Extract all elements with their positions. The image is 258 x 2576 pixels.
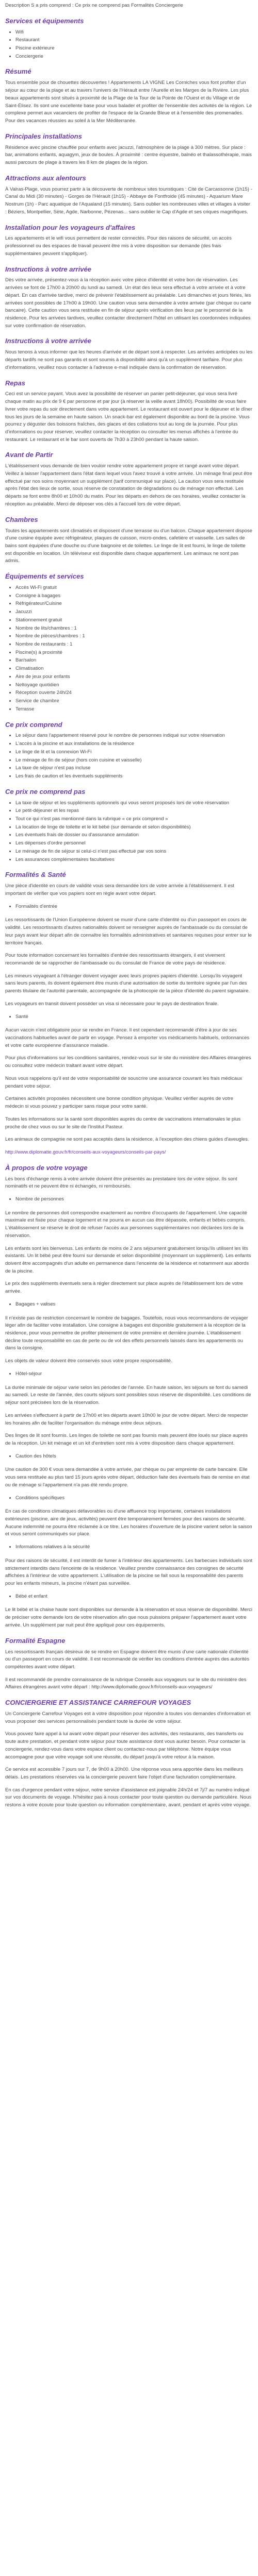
section-a-propos-de-votre-voyage-16: [5, 1164, 253, 1204]
list-item: • Climatisation: [15, 665, 253, 673]
bullet-list: [5, 1013, 253, 1021]
list-item: • Nettoyage quotidien: [15, 682, 253, 689]
sections-container: [5, 17, 253, 1809]
list-item: • La taxe de séjour n'est pas incluse: [15, 765, 253, 772]
list-item: • Informations relatives à la sécurité: [15, 1544, 253, 1551]
section-block-21: [5, 1508, 253, 1551]
paragraph: Pour des raisons de sécurité, il est interdit de fumer à l'intérieur des appartements. Les barbecues individuels sont strictement interdits dans l'enceinte de la résidence. Veuillez prendre connaissance des consignes de sécurité affichées à l'intérieur de votre appartement. L'utilisation de la piscine se fait sous la responsabilité des parents pour les enfants mineurs, la piscine n'étant pas surveillée.: [5, 1557, 253, 1587]
section-heading: Formalités & Santé: [5, 871, 66, 879]
paragraph: L'établissement vous demande de bien vouloir rendre votre appartement propre et rangé avant votre départ. Veillez à laisser l'appartement dans l'état dans lequel vous l'avez trouvé à votre arrivée. Un ménage final peut être effectué par nos soins moyennant un supplément (tarif communiqué sur place). La caution vous sera restituée après l'état des lieux de sortie, sous réserve de constatation de dégradations ou de ménage non effectué. Les départs se font entre 8h00 et 10h00 du matin. Pour les départs en dehors de ces horaires, veuillez contacter la réception au préalable. Merci de déposer vos clés à l'accueil lors de votre départ.: [5, 463, 252, 507]
paragraph: Les ressortissants français désireux de se rendre en Espagne doivent être munis d'une carte nationale d'identité ou d'un passeport en cours de validité. Il est recommandé de vérifier les conditions d'entrée auprès des autorités compétentes avant votre départ.: [5, 1649, 250, 1670]
list-item: • Réfrigérateur/Cuisine: [15, 600, 253, 608]
list-item: • Formalités d'entrée: [15, 903, 253, 911]
paragraph: En cas de conditions climatiques défavorables ou d'une affluence trop importante, certaines installations extérieures (piscine, aire de jeux, activités) peuvent être temporairement fermées pour des raisons de sécurité. Aucune indemnité ne pourra être réclamée à ce titre. Les horaires d'ouverture de la piscine varient selon la saison et vous seront communiqués sur place.: [5, 1509, 252, 1537]
section-heading: Services et équipements: [5, 16, 84, 25]
section-heading: Formalité Espagne: [5, 1636, 66, 1645]
section-chambres-9: [5, 516, 253, 565]
paragraph: Le nombre de personnes doit correspondre exactement au nombre d'occupants de l'appartement. Une capacité maximale est fixée pour chaque logement et ne pourra en aucun cas être dépassée, enfants et bébés compris. L'établissement se réserve le droit de refuser l'accès aux personnes supplémentaires non déclarées lors de la réservation.: [5, 1210, 247, 1239]
list-item: • Le séjour dans l'appartement réservé pour le nombre de personnes indiqué sur votre réservation: [15, 732, 253, 740]
list-item: • Caution des hôtels: [15, 1453, 253, 1461]
section-installation-pour-les-voyageurs-d-affaires-4: [5, 224, 253, 258]
list-item: • Bagages + valises: [15, 1301, 253, 1309]
bullet-list: [5, 1593, 253, 1601]
paragraph: Nous vous rappelons qu'il est de votre responsabilité de souscrire une assurance couvrant les frais médicaux pendant votre séjour.: [5, 1075, 243, 1089]
list-item: • Réception ouverte 24h/24: [15, 689, 253, 697]
list-item: • La taxe de séjour et les suppléments optionnels qui vous seront proposés lors de votre réservation: [15, 800, 253, 807]
paragraph: Ce service est accessible 7 jours sur 7, de 9h00 à 20h00. Une réponse vous sera apportée dans les meilleurs délais. Les prestations réservées via la conciergerie peuvent faire l'objet d'une facturation complémentaire.: [5, 1767, 244, 1781]
list-item: • Tout ce qui n'est pas mentionné dans la rubrique « ce prix comprend »: [15, 816, 253, 823]
bullet-list: [5, 1301, 253, 1309]
paragraph: Les arrivées s'effectuent à partir de 17h00 et les départs avant 10h00 le jour de votre départ. Merci de respecter les horaires afin de faciliter l'organisation du ménage entre deux séjours.: [5, 1412, 248, 1426]
paragraph: En cas d'urgence pendant votre séjour, notre service d'assistance est joignable 24h/24 et 7j/7 au numéro indiqué sur vos documents de voyage. N'hésitez pas à nous contacter pour toute question ou demande particulière. Nous restons à votre écoute pour toute question ou information complémentaire, avant, pendant et après votre voyage.: [5, 1787, 252, 1808]
paragraph: La durée minimale de séjour varie selon les périodes de l'année. En haute saison, les séjours se font du samedi au samedi. Le reste de l'année, des courts séjours sont possibles sous réserve de disponibilité. Les conditions de séjour sont précisées lors de la réservation.: [5, 1384, 251, 1406]
paragraph: Nous tenons à vous informer que les heures d'arrivée et de départ sont à respecter. Les arrivées anticipées ou les départs tardifs ne sont pas garantis et sont soumis à disponibilité ainsi qu'à un supplément tarifaire. Pour plus d'informations, veuillez nous contacter à l'adresse e-mail indiquée dans la confirmation de réservation.: [5, 349, 253, 370]
bullet-list: [5, 584, 253, 714]
paragraph: Une pièce d'identité en cours de validité vous sera demandée lors de votre arrivée à l'établissement. Il est important de vérifier que vos papiers sont en règle avant votre départ.: [5, 883, 235, 896]
bullet-list: [5, 1196, 253, 1204]
paragraph: Pour plus d'informations sur les conditions sanitaires, rendez-vous sur le site du ministère des Affaires étrangères ou consultez votre médecin traitant avant votre départ.: [5, 1055, 251, 1069]
list-item: • Wifi: [15, 29, 253, 37]
section-heading: Instructions à votre arrivée: [5, 265, 91, 273]
section-heading: Instructions à votre arrivée: [5, 337, 91, 345]
bullet-list: [5, 1370, 253, 1378]
paragraph: Les enfants sont les bienvenus. Les enfants de moins de 2 ans séjournent gratuitement lorsqu'ils utilisent les lits existants. Un lit bébé peut être fourni sur demande et selon disponibilité (moyennant un supplément). Les enfants doivent être accompagnés d'un adulte en permanence dans l'enceinte de la résidence et notamment aux abords de la piscine.: [5, 1245, 251, 1274]
section-heading: Équipements et services: [5, 572, 84, 581]
list-item: • Les assurances complémentaires facultatives: [15, 856, 253, 864]
section-block-14: [5, 917, 253, 1021]
paragraph: Les mineurs voyageant à l'étranger doivent voyager avec leurs propres papiers d'identité. Lorsqu'ils voyagent sans leurs parents, ils doivent également être munis d'une autorisation de sortie du territoire signée par l'un des parents titulaire de l'autorité parentale, accompagnée de la photocopie de la pièce d'identité du parent signataire.: [5, 973, 250, 994]
paragraph: Tous ensemble pour de chouettes découvertes ! Appartements LA VIGNE Les Corniches vous font profiter d'un séjour au cœur de la plage et au travers l'univers de l'Hérault entre l'Aurelle et les Marges de la Rivière. Les plus beaux appartements sont situés à proximité de la Plage de la Tour de la Pointe de l'Ouest et du Village et de Saint-Élisez. Ils sont une excellente base pour vous balader et profiter de l'ensemble des activités de la région. Le complexe permet aux vacanciers de profiter de l'espace de la Grande Bleue et à l'ensemble des promenades. Pour des vacances réussies au soleil à la Mer Méditerranée.: [5, 80, 252, 124]
paragraph: Ceci est un service payant. Vous avez la possibilité de réserver un panier petit-déjeuner, qui vous sera livré chaque matin au prix de 9 € par personne et par jour (à réserver la veille avant 18h00). Possibilité de vous faire livrer votre repas du soir directement dans votre appartement. Le restaurant est ouvert pour le déjeuner et le dîner tous les jours de la semaine en haute saison. Un snack-bar est également disponible au bord de la piscine. Vous pourrez y déguster des boissons fraîches, des glaces et des collations tout au long de la journée. Pour plus d'informations ou pour réserver, veuillez contacter la réception ou consulter les menus affichés à l'entrée du restaurant. Le restaurant et le bar sont ouverts de 7h30 à 23h00 pendant la haute saison.: [5, 391, 252, 443]
list-item: • Piscine extérieure: [15, 45, 253, 53]
list-item: • Piscine(s) à proximité: [15, 649, 253, 657]
section-heading: À propos de votre voyage: [5, 1163, 88, 1172]
list-item: • Le ménage de fin de séjour si celui-ci n'est pas effectué par vos soins: [15, 848, 253, 856]
bullet-list: [5, 1495, 253, 1502]
list-item: • Nombre de pièces/chambres : 1: [15, 633, 253, 640]
paragraph: Les animaux de compagnie ne sont pas acceptés dans la résidence, à l'exception des chiens guides d'aveugles.: [5, 1137, 249, 1143]
paragraph: Les voyageurs en transit doivent posséder un visa si nécessaire pour le pays de destination finale.: [5, 1001, 219, 1007]
list-item: • Service de chambre: [15, 698, 253, 705]
paragraph: Un Conciergerie Carrefour Voyages est à votre disposition pour répondre à toutes vos demandes d'information et vous proposer des services personnalisés pendant toute la durée de votre séjour.: [5, 1710, 251, 1724]
bullet-list: [5, 1453, 253, 1461]
list-item: • Conciergerie: [15, 53, 253, 61]
list-item: • Les éventuels frais de dossier ou d'assurance annulation: [15, 832, 253, 839]
section-block-20: [5, 1466, 253, 1502]
list-item: • Stationnement gratuit: [15, 617, 253, 624]
section-formalites-sante-13: [5, 871, 253, 910]
list-item: • Terrasse: [15, 706, 253, 714]
bullet-list: [5, 732, 253, 780]
paragraph: Les bons d'échange remis à votre arrivée doivent être présentés au prestataire lors de votre séjour. Ils sont nominatifs et ne peuvent être ni échangés, ni remboursés.: [5, 1176, 237, 1190]
section-block-15: [5, 1027, 253, 1156]
paragraph: Les appartements et le wifi vous permettent de rester connectés. Pour des raisons de sécurité, un accès professionnel ou des espaces de travail peuvent être mis à votre disposition sur demande (des frais supplémentaires peuvent s'appliquer).: [5, 235, 232, 257]
section-block-19: [5, 1384, 253, 1461]
list-item: • Conditions spécifiques: [15, 1495, 253, 1502]
list-item: • Le petit-déjeuner et les repas: [15, 807, 253, 815]
bullet-list: [5, 1544, 253, 1551]
paragraph: Il n'existe pas de restriction concernant le nombre de bagages. Toutefois, nous vous recommandons de voyager léger afin de faciliter votre installation. Une consigne à bagages est disponible gratuitement à la réception de la résidence, pour vous permettre de profiter pleinement de votre première et dernière journée. L'établissement décline toute responsabilité en cas de perte ou de vol des effets personnels laissés dans les appartements ou dans la consigne.: [5, 1315, 248, 1351]
section-equipements-et-services-10: [5, 572, 253, 713]
section-conciergerie-et-assistance-carrefour-voyages-25: [5, 1699, 253, 1809]
section-heading: Avant de Partir: [5, 451, 53, 459]
section-heading: Ce prix ne comprend pas: [5, 787, 86, 795]
section-heading: Principales installations: [5, 132, 82, 140]
list-item: • Les dépenses d'ordre personnel: [15, 840, 253, 848]
list-item: • Nombre de restaurants : 1: [15, 641, 253, 649]
section-heading: Ce prix comprend: [5, 720, 62, 728]
list-item: • Le linge de lit et la connexion Wi-Fi: [15, 749, 253, 756]
list-item: • L'accès à la piscine et aux installations de la résidence: [15, 740, 253, 748]
list-item: • Restaurant: [15, 37, 253, 44]
section-heading: Repas: [5, 379, 26, 387]
paragraph: Pour toute information concernant les formalités d'entrée des ressortissants étrangers, il est vivement recommandé de se rapprocher de l'ambassade ou du consulat de France de votre pays de résidence.: [5, 953, 226, 966]
list-item: • Nombre de lits/chambres : 1: [15, 625, 253, 633]
paragraph: Les objets de valeur doivent être conservés sous votre propre responsabilité.: [5, 1358, 172, 1364]
list-item: • Bar/salon: [15, 657, 253, 665]
bullet-list: [5, 800, 253, 864]
list-item: • Le ménage de fin de séjour (hors coin cuisine et vaisselle): [15, 757, 253, 765]
paragraph: Les ressortissants de l'Union Européenne doivent se munir d'une carte d'identité ou d'un passeport en cours de validité. Les ressortissants d'autres nationalités doivent se renseigner auprès de l'ambassade ou du consulat de leur pays avant leur départ afin de connaître les formalités administratives et sanitaires requises pour entrer sur le territoire français.: [5, 917, 252, 946]
paragraph: Certaines activités proposées nécessitent une bonne condition physique. Veuillez vérifier auprès de votre médecin si vous pouvez y participer sans risque pour votre santé.: [5, 1096, 234, 1110]
list-item: • Aire de jeux pour enfants: [15, 673, 253, 681]
section-block-22: [5, 1557, 253, 1601]
section-formalite-espagne-24: [5, 1637, 253, 1691]
section-heading: Attractions aux alentours: [5, 174, 86, 182]
section-heading: CONCIERGERIE ET ASSISTANCE CARREFOUR VOYAGES: [5, 1699, 191, 1707]
list-item: • Jacuzzi: [15, 608, 253, 616]
intro-text: Description S a pris comprend : Ce prix ne comprend pas Formalités Conciergerie: [5, 3, 183, 8]
section-services-et-equipements-0: [5, 17, 253, 61]
paragraph: http://www.diplomatie.gouv.fr/fr/conseils-aux-voyageurs/conseils-par-pays/: [5, 1149, 166, 1155]
paragraph: À Valras-Plage, vous pourrez partir à la découverte de nombreux sites touristiques : Cité de Carcassonne (1h15) - Canal du Midi (30 minutes) - Gorges de l'Hérault (1h15) - Abbaye de Fontfroide (45 minutes) - Aquarium Mare Nostrum (1h) - Parc aquatique de l'Aqualand (15 minutes). Sans oublier les nombreuses villes et villages à visiter : Béziers, Montpellier, Sète, Agde, Narbonne, Pézenas... sans oublier le Cap d'Agde et ses criques magnifiques.: [5, 186, 252, 215]
section-block-23: [5, 1606, 253, 1629]
section-attractions-aux-alentours-3: [5, 174, 253, 216]
paragraph: Des linges de lit sont fournis. Les linges de toilette ne sont pas fournis mais peuvent être loués sur place auprès de la réception. Un kit ménage et un kit d'entretien sont mis à votre disposition dans chaque appartement.: [5, 1433, 248, 1446]
list-item: • La location de linge de toilette et le kit bébé (sur demande et selon disponibilités): [15, 824, 253, 832]
paragraph: Une caution de 300 € vous sera demandée à votre arrivée, par chèque ou par empreinte de carte bancaire. Elle vous sera restituée au plus tard 15 jours après votre départ, déduction faite des éventuels frais de remise en état ou de ménage si l'appartement n'a pas été rendu propre.: [5, 1467, 250, 1488]
paragraph: Aucun vaccin n'est obligatoire pour se rendre en France. Il est cependant recommandé d'être à jour de ses vaccinations habituelles avant de partir en voyage. Pensez à emporter vos médicaments habituels, ordonnances et votre carte européenne d'assurance maladie.: [5, 1027, 250, 1048]
section-ce-prix-comprend-11: [5, 721, 253, 781]
paragraph: Vous pouvez faire appel à lui avant votre départ pour réserver des activités, des restaurants, des transferts ou toute autre prestation, et pendant votre séjour pour toute assistance dont vous auriez besoin. Pour contacter la conciergerie, rendez-vous dans votre espace client ou contactez-nous par téléphone. Notre équipe vous accompagne pour que votre voyage soit une réussite, du départ jusqu'à votre retour à la maison.: [5, 1731, 246, 1760]
section-heading: Chambres: [5, 515, 38, 523]
list-item: • Consigne à bagages: [15, 592, 253, 600]
paragraph: Le lit bébé et la chaise haute sont disponibles sur demande à la réservation et sous réserve de disponibilité. Merci de préciser votre demande lors de votre réservation afin que nous puissions préparer l'appartement avant votre arrivée. Un supplément par nuit peut être appliqué pour ces équipements.: [5, 1607, 252, 1628]
section-instructions-a-votre-arrivee-5: [5, 265, 253, 330]
section-resume-1: [5, 67, 253, 125]
section-heading: Résumé: [5, 67, 31, 76]
section-heading: Installation pour les voyageurs d'affaires: [5, 223, 136, 231]
section-block-17: [5, 1210, 253, 1309]
paragraph: Dès votre arrivée, présentez-vous à la réception avec votre pièce d'identité et votre bon de réservation. Les arrivées se font de 17h00 à 20h00 du lundi au samedi. Un état des lieux sera effectué à votre arrivée et à votre départ. En cas d'arrivée tardive, merci de prévenir l'établissement au préalable. Les dimanches et jours fériés, les arrivées sont possibles de 17h00 à 19h00. Une caution vous sera demandée à votre arrivée (par chèque ou carte bancaire). Cette caution vous sera restituée en fin de séjour après vérification des lieux par le personnel de la résidence. Pour les arrivées tardives, veuillez contacter directement l'hôtel en utilisant les coordonnées indiquées sur votre confirmation de réservation.: [5, 277, 251, 329]
section-ce-prix-ne-comprend-pas-12: [5, 788, 253, 864]
bullet-list: [5, 29, 253, 61]
paragraph: Il est recommandé de prendre connaissance de la rubrique Conseils aux voyageurs sur le site du ministère des Affaires étrangères avant votre départ : http://www.diplomatie.gouv.fr/fr/conseils-aux-voyageurs/: [5, 1676, 247, 1690]
list-item: • Nombre de personnes: [15, 1196, 253, 1204]
list-item: • Hôtel-séjour: [15, 1370, 253, 1378]
section-avant-de-partir-8: [5, 451, 253, 508]
list-item: • Bébé et enfant: [15, 1593, 253, 1601]
section-instructions-a-votre-arrivee-6: [5, 337, 253, 371]
section-repas-7: [5, 379, 253, 444]
paragraph: Toutes les informations sur la santé sont disponibles auprès du centre de vaccinations internationales le plus proche de chez vous ou sur le site de l'Institut Pasteur.: [5, 1116, 241, 1130]
section-block-18: [5, 1315, 253, 1378]
list-item: • Santé: [15, 1013, 253, 1021]
paragraph: Résidence avec piscine chauffée pour enfants avec jacuzzi, l'atmosphère de la plage à 300 mètres. Sur place : bar, animations enfants, aquagym, jeux de boules. À proximité : centre équestre, balnéo et thalassothérapie, mais aussi parcours de plage à travers les 8 km de plages de la région.: [5, 144, 252, 166]
list-item: • Accès Wi-Fi gratuit: [15, 584, 253, 592]
paragraph: Le prix des suppléments éventuels sera à régler directement sur place auprès de l'établissement lors de votre arrivée.: [5, 1281, 243, 1295]
section-principales-installations-2: [5, 132, 253, 167]
list-item: • Les frais de caution et les éventuels suppléments: [15, 773, 253, 781]
bullet-list: [5, 903, 253, 911]
paragraph: Toutes les appartements sont climatisés et disposent d'une terrasse ou d'un balcon. Chaque appartement dispose d'une cuisine équipée avec réfrigérateur, plaques de cuisson, micro-ondes, cafetière et vaisselle. Les salles de bains sont équipées d'une douche ou d'une baignoire et de toilettes. Le linge de lit est fourni, le linge de toilette est disponible en location. Un téléviseur est disponible dans chaque appartement. Les animaux ne sont pas admis.: [5, 528, 252, 564]
